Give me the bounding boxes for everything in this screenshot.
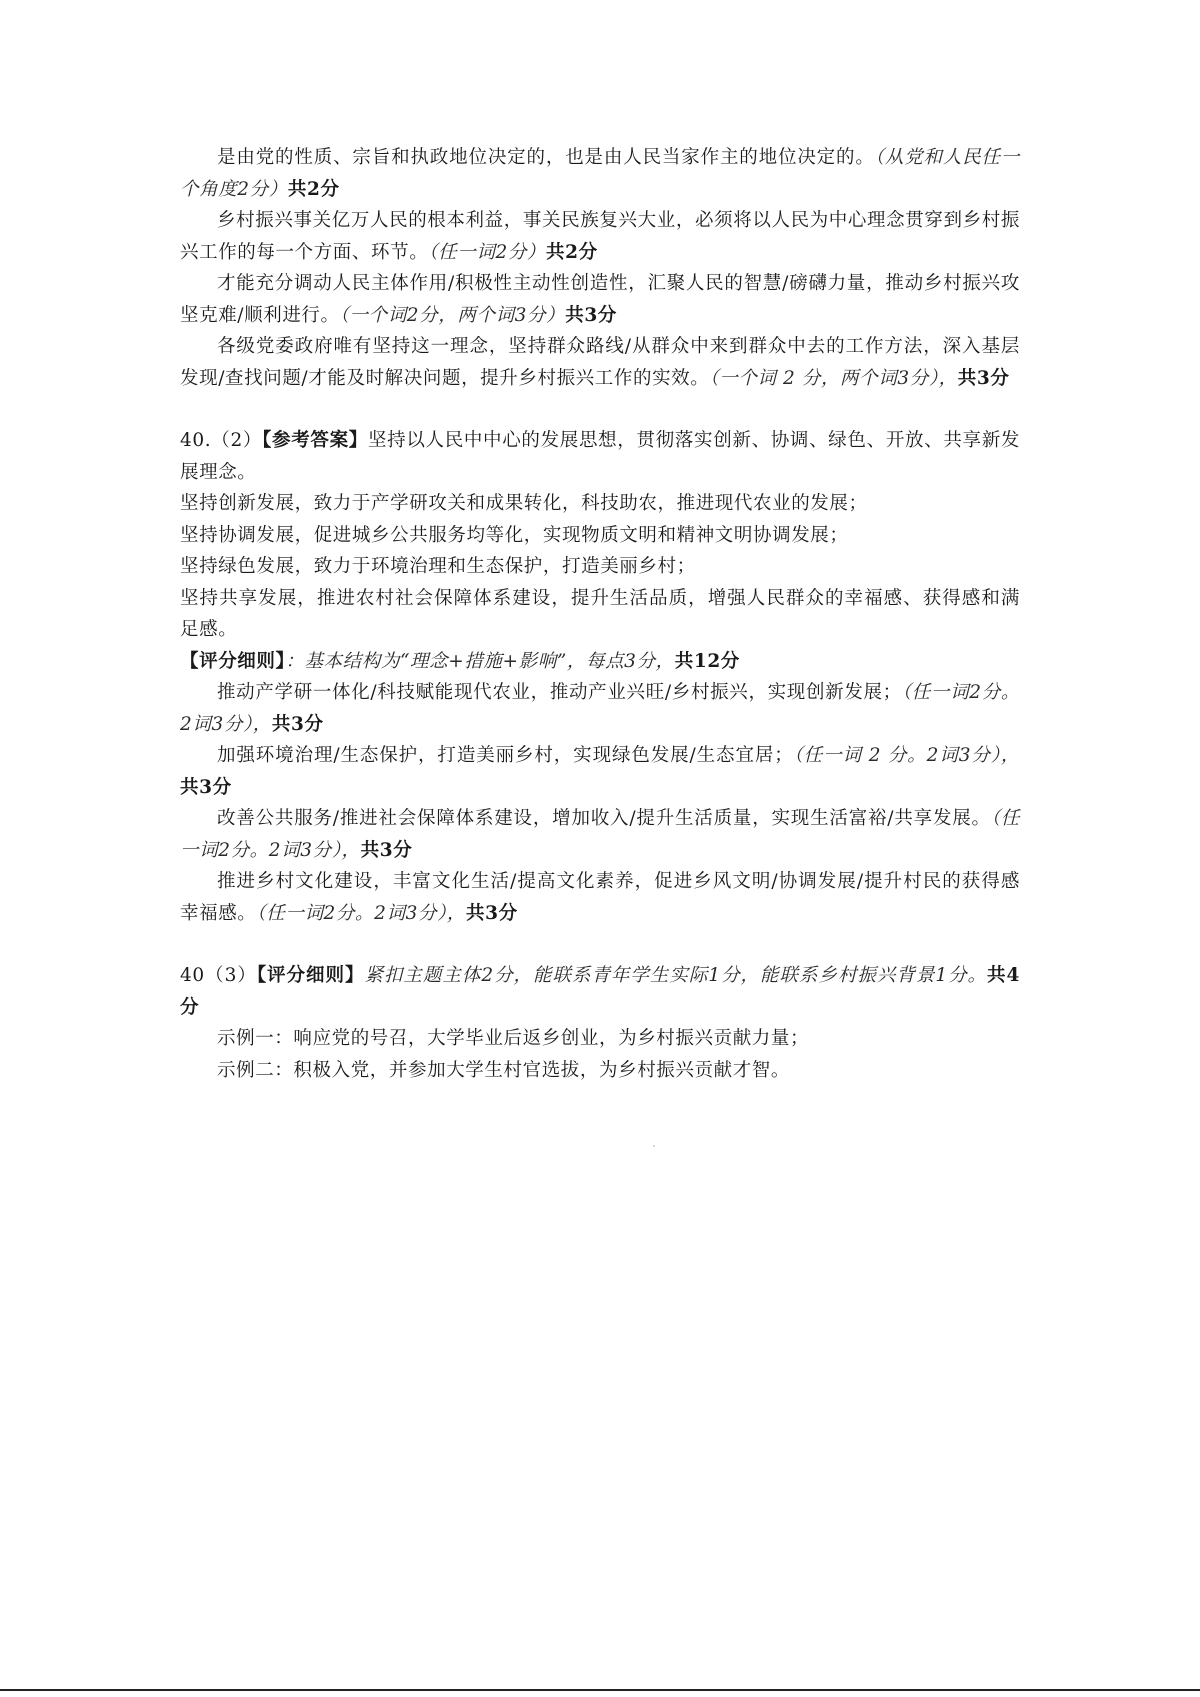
scoring-note: （任一词2分。2词3分）， — [180, 682, 1020, 735]
score-total: 共3分 — [957, 367, 1010, 389]
scoring-note: （从党和人民任一个角度2分） — [180, 147, 1020, 200]
answer-line-coordination: 坚持协调发展，促进城乡公共服务均等化，实现物质文明和精神文明协调发展； — [180, 524, 849, 546]
scoring-note: （任一词2分。2词3分）， — [256, 902, 467, 924]
paragraph-text: 是由党的性质、宗旨和执政地位决定的，也是由人民当家作主的地位决定的。 — [217, 147, 875, 168]
rubric-text: 紧扣主题主体2分，能联系青年学生实际1分，能联系乡村振兴背景1分。 — [364, 965, 988, 986]
rubric-item-culture — [180, 866, 1020, 929]
question-40-2-answer — [180, 425, 1020, 488]
rubric-text: ：基本结构为“理念+措施+影响”，每点3分， — [285, 650, 675, 672]
paragraph-text: 加强环境治理/生态保护，打造美丽乡村，实现绿色发展/生态宜居； — [217, 745, 794, 766]
answer-line-innovation: 坚持创新发展，致力于产学研攻关和成果转化，科技助农，推进现代农业的发展； — [180, 493, 868, 514]
score-total: 共3分 — [271, 713, 324, 735]
paragraph-text: 改善公共服务/推进社会保障体系建设，增加收入/提升生活质量，实现生活富裕/共享发展。 — [217, 808, 991, 829]
answer-key-content — [180, 142, 1020, 1086]
example-one: 示例一：响应党的号召，大学毕业后返乡创业，为乡村振兴贡献力量； — [217, 1028, 810, 1049]
paragraph-people-role — [180, 268, 1020, 331]
question-40-3-rubric — [180, 960, 1020, 1023]
scoring-note: （一个词2分，两个词3分） — [339, 304, 566, 326]
rubric-item-green — [180, 740, 1020, 803]
paragraph-text: 才能充分调动人民主体作用/积极性主动性创造性，汇聚人民的智慧/磅礴力量，推动乡村振兴攻坚克难/顺利进行。 — [180, 273, 1020, 326]
scoring-note: （任一词2分。2词3分）， — [180, 808, 1020, 861]
question-number: 40（3） — [180, 965, 257, 986]
score-total: 共4分 — [180, 965, 1020, 1018]
score-total: 共2分 — [287, 178, 340, 200]
answer-line-sharing: 坚持共享发展，推进农村社会保障体系建设，提升生活品质，增强人民群众的幸福感、获得感和满足感。 — [180, 587, 1020, 640]
section-gap — [180, 929, 1020, 960]
rubric-tag: 【评分细则】 — [180, 650, 286, 672]
example-two: 示例二：积极入党，并参加大学生村官选拔，为乡村振兴贡献才智。 — [217, 1059, 791, 1081]
score-total: 共3分 — [466, 902, 518, 924]
rubric-item-innovation — [180, 677, 1020, 740]
paragraph-rural-revitalization — [180, 205, 1020, 268]
scoring-note: （一个词 2 分，两个词3分）， — [709, 367, 958, 389]
scoring-note: （任一词 2 分。2词3分）， — [793, 745, 1020, 766]
answer-line-green: 坚持绿色发展，致力于环境治理和生态保护，打造美丽乡村； — [180, 556, 696, 577]
paragraph-text: 推动产学研一体化/科技赋能现代农业，推动产业兴旺/乡村振兴，实现创新发展； — [217, 682, 902, 703]
score-total: 共12分 — [674, 650, 740, 672]
rubric-item-sharing — [180, 803, 1020, 866]
paragraph-text: 推进乡村文化建设，丰富文化生活/提高文化素养，促进乡风文明/协调发展/提升村民的获得感幸福感。 — [180, 871, 1020, 924]
scan-bottom-edge — [0, 1689, 1200, 1691]
paragraph-text: 各级党委政府唯有坚持这一理念，坚持群众路线/从群众中来到群众中去的工作方法，深入基层发现/查找问题/才能及时解决问题，提升乡村振兴工作的实效。 — [180, 336, 1020, 389]
score-total: 共3分 — [180, 776, 232, 798]
score-total: 共3分 — [565, 304, 617, 326]
question-number: 40.（2） — [180, 430, 263, 451]
paragraph-party-nature — [180, 142, 1020, 205]
score-total: 共2分 — [546, 241, 598, 263]
score-total: 共3分 — [360, 839, 413, 861]
scan-speck — [653, 1145, 655, 1147]
paragraph-text: 乡村振兴事关亿万人民的根本利益，事关民族复兴大业，必须将以人民为中心理念贯穿到乡村振兴工作的每一个方面、环节。 — [180, 210, 1020, 263]
paragraph-mass-line — [180, 331, 1020, 394]
reference-answer-tag: 【参考答案】 — [262, 430, 368, 451]
section-gap — [180, 394, 1020, 425]
rubric-tag: 【评分细则】 — [256, 965, 365, 986]
scoring-note: （任一词2分） — [428, 241, 547, 263]
rubric-line — [180, 646, 1020, 678]
paragraph-text: 坚持以人民中中心的发展思想，贯彻落实创新、协调、绿色、开放、共享新发展理念。 — [180, 430, 1021, 483]
